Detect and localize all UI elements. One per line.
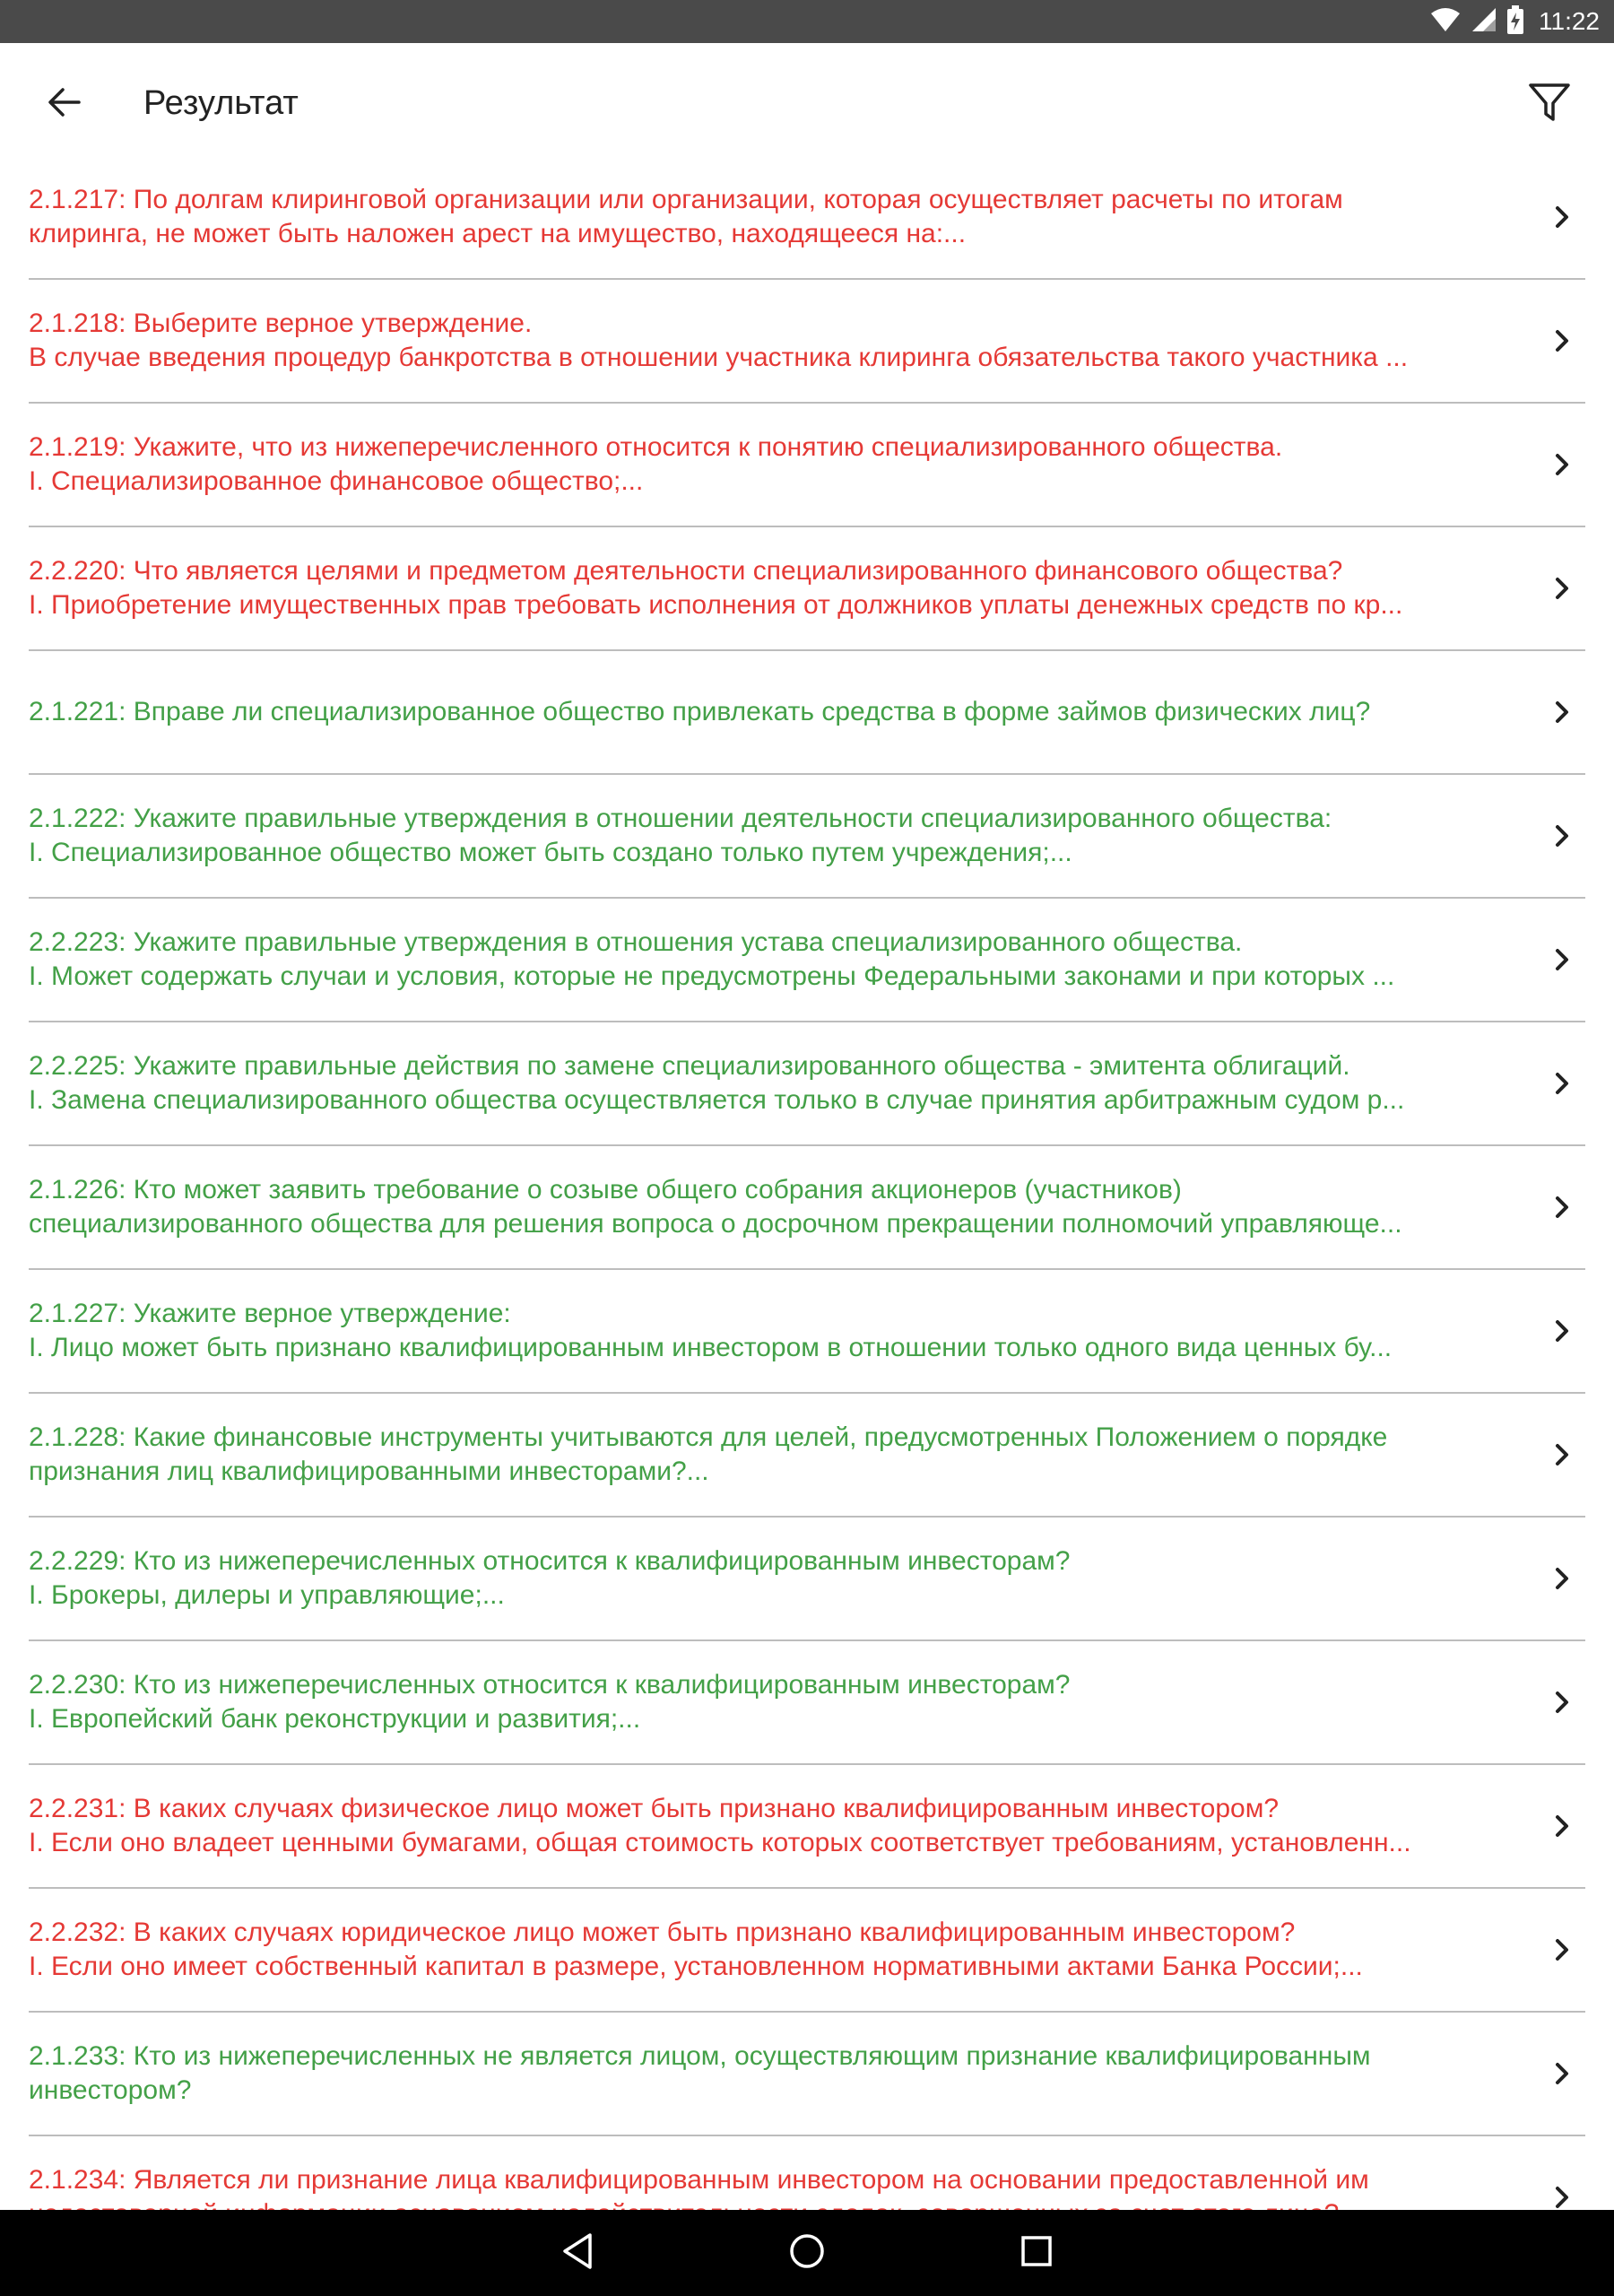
back-button[interactable] (36, 75, 93, 133)
result-question: 2.1.217: По долгам клиринговой организации или организации, которая осуществляет расчеты по итогам (29, 185, 1343, 214)
result-item[interactable] (29, 1394, 1585, 1518)
result-item[interactable] (29, 1146, 1585, 1270)
result-text (29, 430, 1517, 499)
result-item[interactable] (29, 527, 1585, 651)
result-item[interactable] (29, 2013, 1585, 2136)
result-item[interactable] (29, 1270, 1585, 1394)
result-snippet: I. Приобретение имущественных прав требовать исполнения от должников уплаты денежных средств по кр... (29, 590, 1403, 620)
navigation-bar (0, 2210, 1614, 2296)
result-snippet: I. Лицо может быть признано квалифицированным инвестором в отношении только одного вида ценных бу... (29, 1333, 1393, 1362)
chevron-right-icon (1548, 1069, 1576, 1098)
chevron-right-icon (1548, 450, 1576, 479)
result-question: 2.2.223: Укажите правильные утверждения в отношения устава специализированного общества. (29, 927, 1243, 957)
result-question: 2.1.233: Кто из нижеперечисленных не является лицом, осуществляющим признание квалифицированным (29, 2041, 1371, 2071)
chevron-right-icon (1548, 2183, 1576, 2212)
nav-home-button[interactable] (777, 2222, 837, 2283)
results-list[interactable] (29, 156, 1585, 2210)
nav-recents-icon (1019, 2233, 1054, 2274)
result-snippet: I. Брокеры, дилеры и управляющие;... (29, 1580, 505, 1610)
result-snippet: I. Замена специализированного общества осуществляется только в случае принятия арбитражным судом р... (29, 1085, 1405, 1115)
result-snippet: клиринга, не может быть наложен арест на имущество, находящееся на:... (29, 219, 967, 248)
result-snippet: I. Если оно имеет собственный капитал в размере, установленном нормативными актами Банка России;... (29, 1952, 1363, 1981)
result-item[interactable] (29, 775, 1585, 899)
result-item[interactable] (29, 1022, 1585, 1146)
result-item[interactable] (29, 899, 1585, 1022)
result-snippet: I. Европейский банк реконструкции и развития;... (29, 1704, 641, 1734)
result-item[interactable] (29, 280, 1585, 404)
result-question: 2.2.225: Укажите правильные действия по замене специализированного общества - эмитента облигаций. (29, 1051, 1350, 1081)
chevron-right-icon (1548, 698, 1576, 726)
chevron-right-icon (1548, 326, 1576, 355)
chevron-right-icon (1548, 1935, 1576, 1964)
result-question: 2.1.222: Укажите правильные утверждения в отношении деятельности специализированного общества: (29, 804, 1332, 833)
result-item[interactable] (29, 1765, 1585, 1889)
status-bar (0, 0, 1614, 43)
result-question: 2.2.220: Что является целями и предметом деятельности специализированного финансового общества? (29, 556, 1343, 586)
signal-icon (1471, 6, 1497, 38)
result-question: 2.1.226: Кто может заявить требование о созыве общего собрания акционеров (участников) (29, 1175, 1182, 1205)
chevron-right-icon (1548, 1440, 1576, 1469)
page-title: Результат (143, 84, 299, 122)
result-question: 2.1.219: Укажите, что из нижеперечисленного относится к понятию специализированного общества. (29, 432, 1283, 462)
result-item[interactable] (29, 156, 1585, 280)
status-time: 11:22 (1539, 7, 1600, 35)
result-text (29, 1792, 1517, 1860)
wifi-icon (1429, 6, 1462, 38)
result-snippet: признания лиц квалифицированными инвесторами?... (29, 1457, 709, 1486)
result-text (29, 2039, 1517, 2108)
result-question: 2.2.230: Кто из нижеперечисленных относится к квалифицированным инвесторам? (29, 1670, 1071, 1700)
nav-back-button[interactable] (547, 2222, 608, 2283)
result-snippet: I. Если оно владеет ценными бумагами, общая стоимость которых соответствует требованиям, установленн... (29, 1828, 1411, 1857)
result-question: 2.1.218: Выберите верное утверждение. (29, 309, 533, 338)
nav-back-icon (560, 2231, 595, 2275)
chevron-right-icon (1548, 1812, 1576, 1840)
nav-home-icon (787, 2231, 827, 2275)
filter-icon (1527, 80, 1572, 129)
result-text (29, 802, 1517, 870)
result-item[interactable] (29, 1518, 1585, 1641)
result-text (29, 183, 1517, 251)
result-text (29, 926, 1517, 994)
result-question: 2.2.232: В каких случаях юридическое лицо может быть признано квалифицированным инвестором? (29, 1918, 1296, 1947)
result-text (29, 1544, 1517, 1613)
result-item[interactable] (29, 651, 1585, 775)
chevron-right-icon (1548, 1564, 1576, 1593)
result-text (29, 554, 1517, 622)
result-text (29, 695, 1517, 729)
result-text (29, 1421, 1517, 1489)
result-question: 2.1.227: Укажите верное утверждение: (29, 1299, 511, 1328)
filter-button[interactable] (1521, 75, 1578, 133)
result-item[interactable] (29, 1889, 1585, 2013)
status-icons (1429, 0, 1600, 43)
result-text (29, 1049, 1517, 1118)
result-text (29, 1668, 1517, 1736)
result-item[interactable] (29, 404, 1585, 527)
result-snippet: В случае введения процедур банкротства в отношении участника клиринга обязательства такого участника ... (29, 343, 1409, 372)
chevron-right-icon (1548, 2059, 1576, 2088)
result-question: 2.1.228: Какие финансовые инструменты учитываются для целей, предусмотренных Положением о порядке (29, 1422, 1388, 1452)
result-question: 2.1.234: Является ли признание лица квалифицированным инвестором на основании предоставленной им (29, 2165, 1369, 2195)
result-text (29, 1916, 1517, 1984)
result-question: 2.2.229: Кто из нижеперечисленных относится к квалифицированным инвесторам? (29, 1546, 1071, 1576)
chevron-right-icon (1548, 1317, 1576, 1345)
battery-icon (1506, 5, 1524, 39)
result-item[interactable] (29, 1641, 1585, 1765)
chevron-right-icon (1548, 203, 1576, 231)
chevron-right-icon (1548, 822, 1576, 850)
result-snippet: инвестором? (29, 2075, 192, 2105)
result-question: 2.2.231: В каких случаях физическое лицо может быть признано квалифицированным инвестором? (29, 1794, 1280, 1823)
result-snippet: I. Специализированное общество может быть создано только путем учреждения;... (29, 838, 1072, 867)
chevron-right-icon (1548, 1193, 1576, 1222)
result-question: 2.1.221: Вправе ли специализированное общество привлекать средства в форме займов физических лиц? (29, 697, 1371, 726)
result-snippet: специализированного общества для решения вопроса о досрочном прекращении полномочий управляюще... (29, 1209, 1402, 1239)
result-text (29, 307, 1517, 375)
nav-recents-button[interactable] (1006, 2222, 1067, 2283)
app-bar (0, 43, 1614, 158)
result-text (29, 1297, 1517, 1365)
chevron-right-icon (1548, 1688, 1576, 1717)
result-text (29, 1173, 1517, 1241)
arrow-left-icon (47, 84, 82, 125)
result-snippet: I. Специализированное финансовое общество;... (29, 466, 644, 496)
result-snippet: I. Может содержать случаи и условия, которые не предусмотрены Федеральными законами и при которых ... (29, 961, 1395, 991)
chevron-right-icon (1548, 574, 1576, 603)
chevron-right-icon (1548, 945, 1576, 974)
